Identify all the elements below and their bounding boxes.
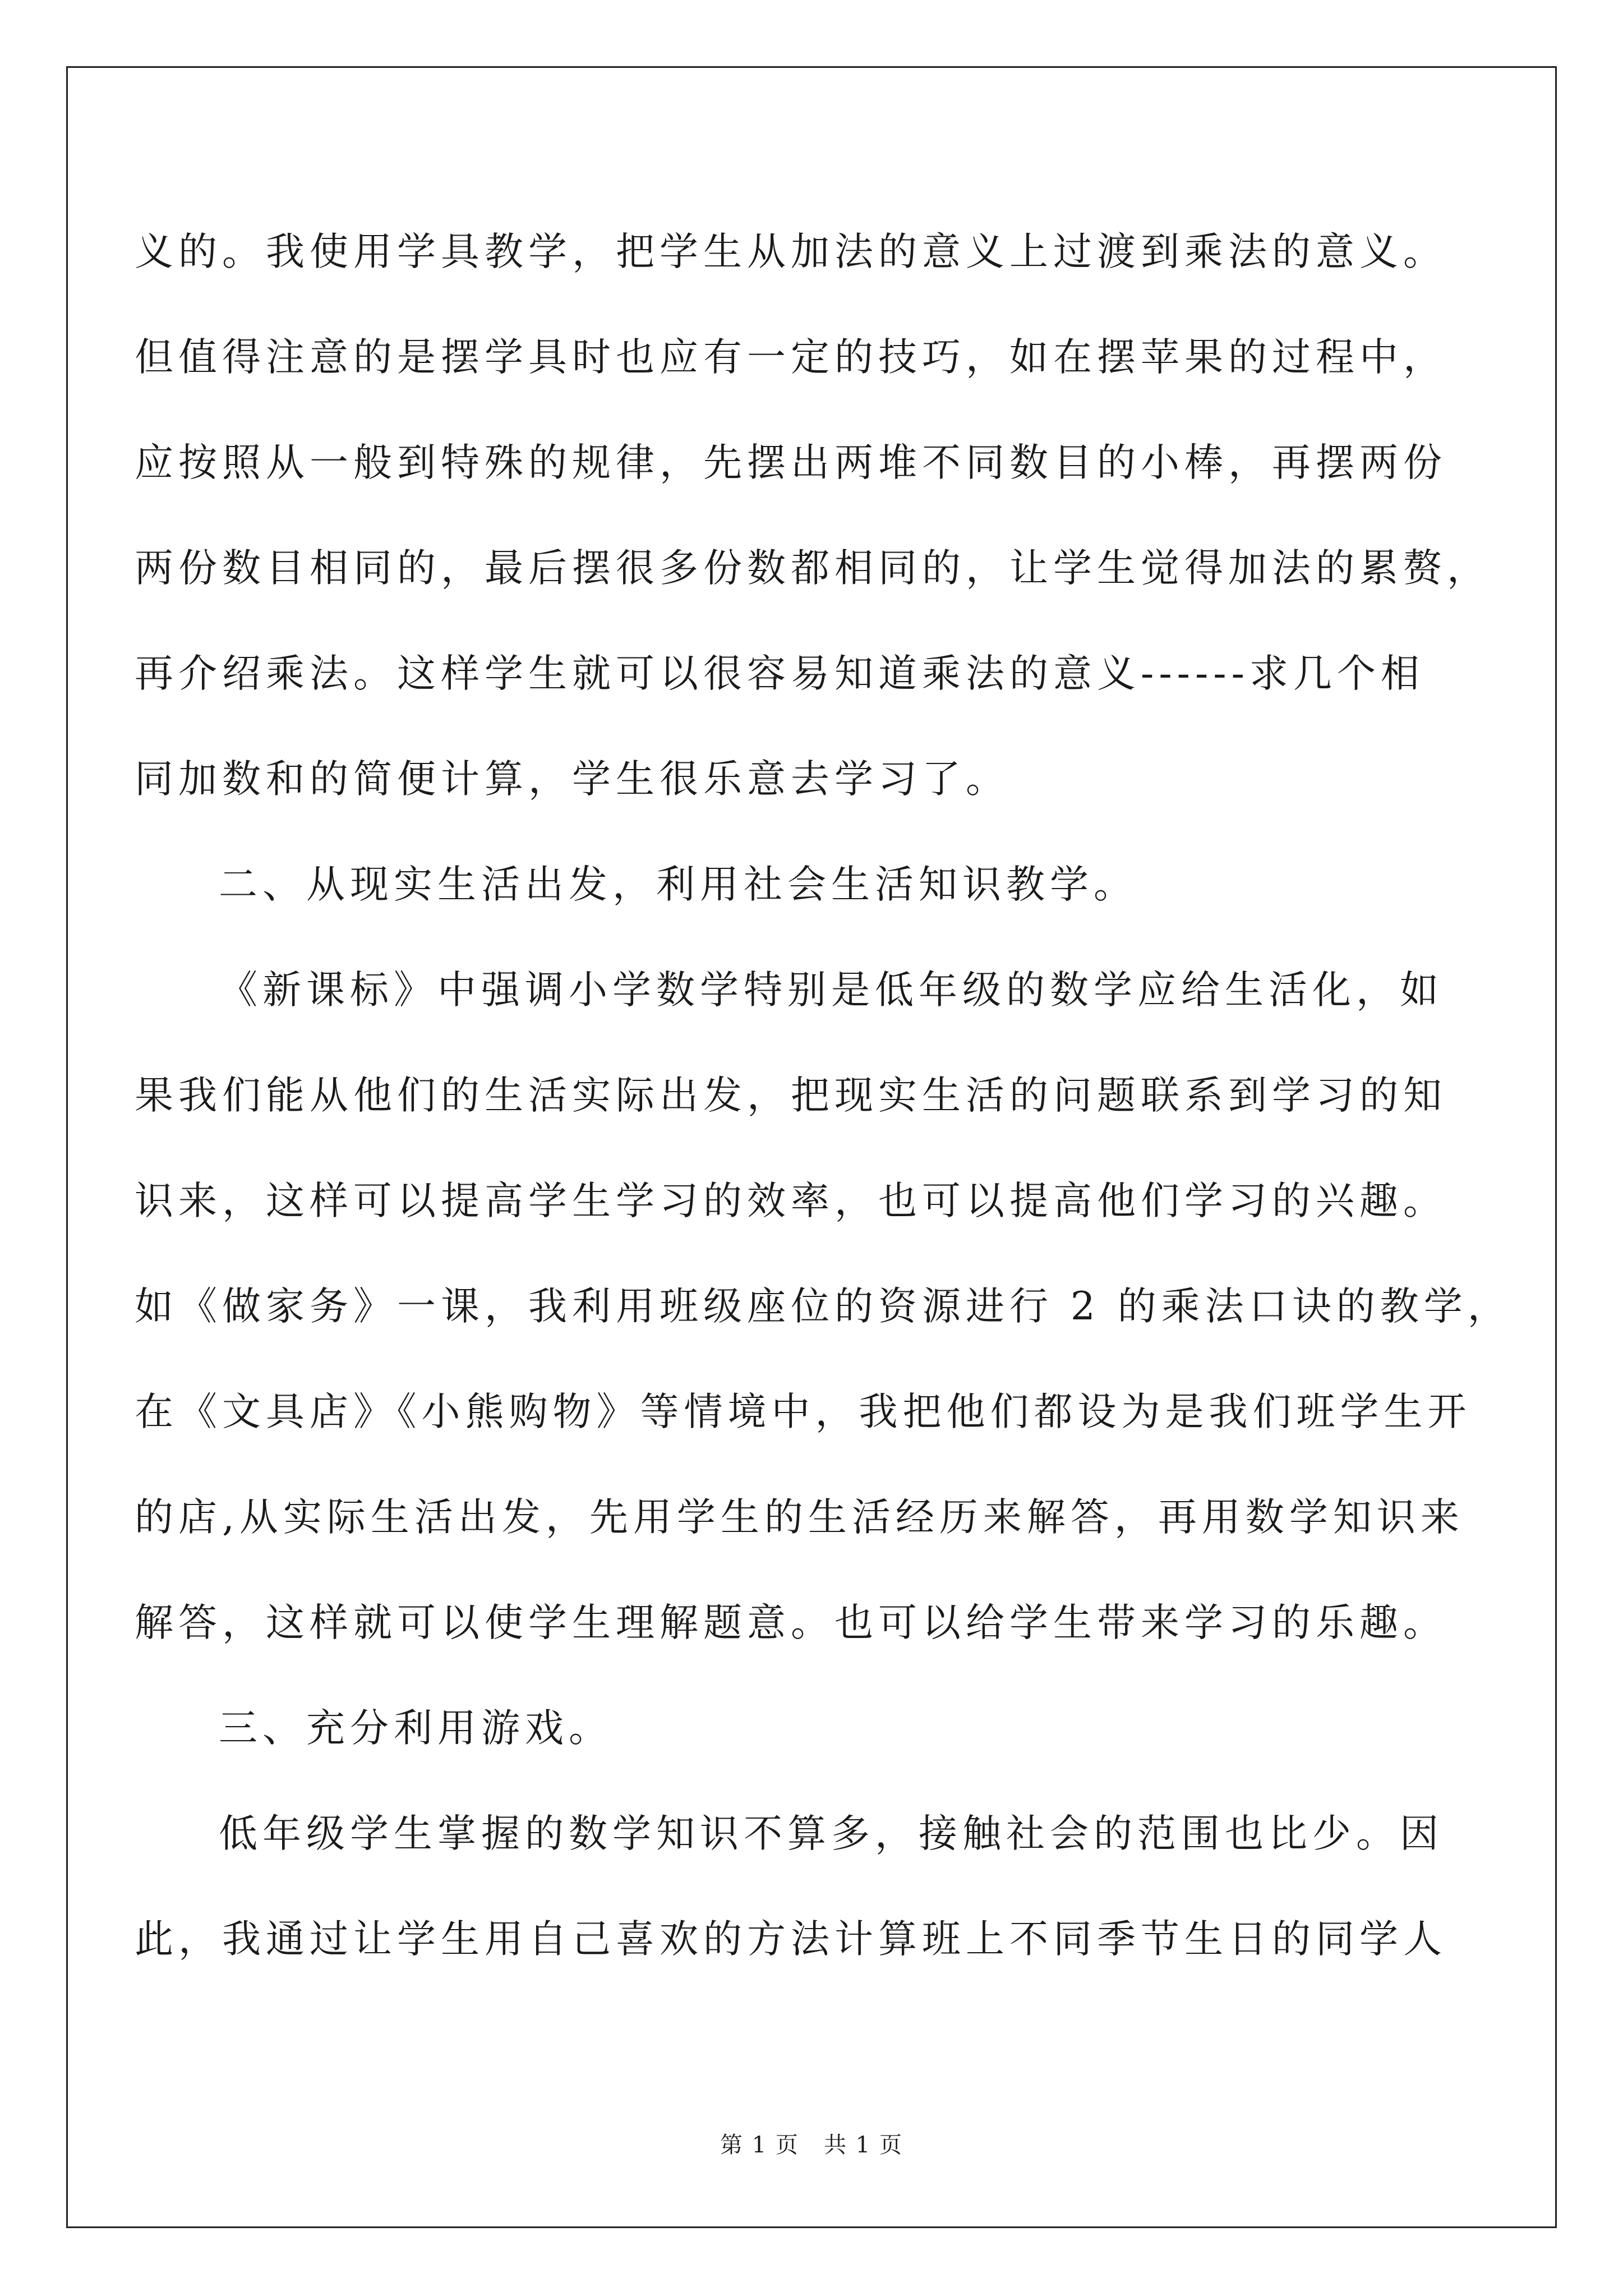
text-line: 的店,从实际生活出发，先用学生的生活经历来解答，再用数学知识来: [135, 1495, 1464, 1540]
text-line: 果我们能从他们的生活实际出发，把现实生活的问题联系到学习的知: [135, 1073, 1447, 1118]
text-line: 同加数和的简便计算，学生很乐意去学习了。: [135, 757, 1009, 802]
text-line: 如《做家务》一课，我利用班级座位的资源进行 2 的乘法口诀的教学，: [135, 1284, 1511, 1329]
text-line: 两份数目相同的，最后摆很多份数都相同的，让学生觉得加法的累赘，: [135, 546, 1491, 591]
text-line: 此，我通过让学生用自己喜欢的方法计算班上不同季节生日的同学人: [135, 1917, 1447, 1962]
text-line: 但值得注意的是摆学具时也应有一定的技巧，如在摆苹果的过程中，: [135, 335, 1447, 380]
text-line: 识来，这样可以提高学生学习的效率，也可以提高他们学习的兴趣。: [135, 1179, 1447, 1223]
section-heading: 二、从现实生活出发，利用社会生活知识教学。: [219, 862, 1137, 907]
text-line: 解答，这样就可以使学生理解题意。也可以给学生带来学习的乐趣。: [135, 1600, 1447, 1645]
section-heading: 三、充分利用游戏。: [219, 1706, 612, 1751]
text-line: 应按照从一般到特殊的规律，先摆出两堆不同数目的小棒，再摆两份: [135, 440, 1447, 485]
text-line: 在《文具店》《小熊购物》等情境中，我把他们都设为是我们班学生开: [135, 1389, 1472, 1434]
text-line: 再介绍乘法。这样学生就可以很容易知道乘法的意义------求几个相: [135, 651, 1424, 696]
page-footer: 第 1 页 共 1 页: [720, 2132, 903, 2158]
paragraph-start: 《新课标》中强调小学数学特别是低年级的数学应给生活化，如: [219, 968, 1444, 1013]
paragraph-start: 低年级学生掌握的数学知识不算多，接触社会的范围也比少。因: [219, 1811, 1444, 1856]
text-line: 义的。我使用学具教学，把学生从加法的意义上过渡到乘法的意义。: [135, 229, 1447, 274]
document-body: [135, 199, 1511, 1992]
